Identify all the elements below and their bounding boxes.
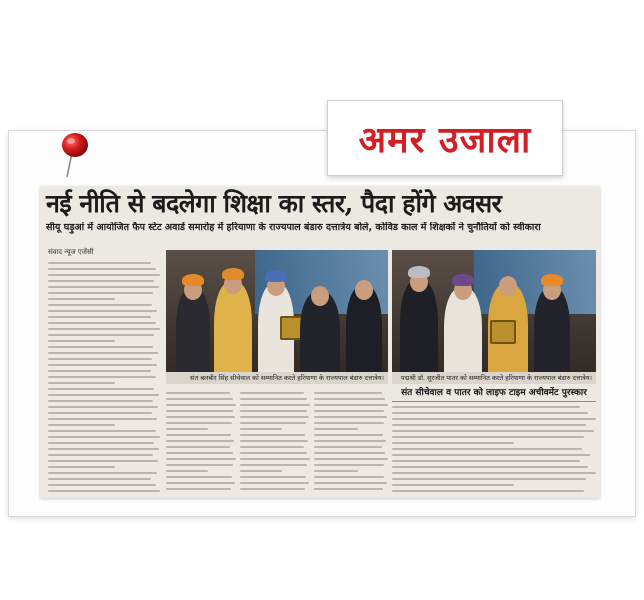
text-line: [166, 398, 233, 400]
text-line: [48, 460, 158, 462]
text-line: [166, 440, 234, 442]
text-line: [48, 478, 151, 480]
text-line: [240, 392, 304, 394]
text-line: [392, 490, 584, 492]
text-line: [166, 470, 208, 472]
photo-1-caption: संत बलबीर सिंह सीचेवाल को सम्मानित करते हरियाणा के राज्यपाल बंडारु दत्तात्रेय।: [166, 372, 388, 384]
text-line: [392, 418, 596, 420]
text-line: [48, 322, 156, 324]
text-line: [392, 454, 590, 456]
text-line: [314, 392, 382, 394]
text-line: [240, 422, 306, 424]
text-line: [48, 406, 158, 408]
text-line: [48, 292, 153, 294]
newspaper-masthead: [327, 100, 563, 176]
text-line: [166, 410, 233, 412]
text-line: [392, 424, 586, 426]
text-line: [166, 428, 208, 430]
text-line: [166, 446, 230, 448]
article-headline: नई नीति से बदलेगा शिक्षा का स्तर, पैदा होंगे अवसर: [46, 189, 502, 218]
text-line: [48, 418, 157, 420]
article-text-column: [392, 406, 596, 494]
text-line: [240, 398, 307, 400]
text-line: [166, 488, 231, 490]
text-line: [48, 388, 154, 390]
text-line: [314, 482, 387, 484]
text-line: [392, 460, 580, 462]
text-line: [48, 370, 151, 372]
text-line: [240, 416, 309, 418]
text-line: [392, 478, 586, 480]
section-heading: संत सीचेवाल व पातर को लाइफ टाइम अचीवमेंट पुरस्कार: [392, 387, 596, 402]
text-line: [48, 268, 156, 270]
text-line: [48, 394, 159, 396]
text-line: [48, 448, 159, 450]
award-photo-2: [392, 250, 596, 384]
text-line: [48, 466, 115, 468]
text-line: [48, 328, 160, 330]
text-line: [166, 458, 236, 460]
text-line: [48, 454, 153, 456]
text-line: [314, 434, 383, 436]
text-line: [392, 472, 596, 474]
text-line: [166, 404, 236, 406]
article-text-column: [166, 392, 236, 494]
article-text-column: [314, 392, 388, 494]
article-subheadline: सीयू घड़ुआं में आयोजित फैप स्टेट अवार्ड समारोह में हरियाणा के राज्यपाल बंडारु दत्तात्रेय बोले, कोविड काल में शिक्षकों ने चुनौतियों को स्वीकारा: [46, 222, 541, 233]
text-line: [314, 464, 384, 466]
text-line: [314, 476, 384, 478]
text-line: [392, 466, 588, 468]
text-line: [48, 334, 154, 336]
text-line: [240, 410, 307, 412]
text-line: [392, 436, 584, 438]
article-byline: संवाद न्यूज एजेंसी: [48, 248, 94, 256]
text-line: [48, 274, 160, 276]
text-line: [48, 310, 157, 312]
text-line: [48, 262, 151, 264]
push-pin-icon: [58, 131, 92, 181]
text-line: [240, 452, 307, 454]
text-line: [240, 440, 308, 442]
text-line: [314, 422, 384, 424]
text-line: [48, 346, 153, 348]
text-line: [240, 488, 305, 490]
text-line: [392, 430, 594, 432]
text-line: [48, 490, 160, 492]
photo-2-caption: पद्मश्री डॉ. सुरजीत पातर को सम्मानित करते हरियाणा के राज्यपाल बंडारु दत्तात्रेय।: [392, 372, 596, 384]
masthead-logo-text: अमर उजाला: [358, 118, 532, 161]
text-line: [240, 428, 282, 430]
text-line: [240, 404, 310, 406]
text-line: [314, 446, 382, 448]
text-line: [314, 398, 385, 400]
text-line: [240, 482, 309, 484]
text-line: [240, 470, 282, 472]
text-line: [392, 406, 580, 408]
text-line: [314, 440, 386, 442]
text-line: [392, 442, 514, 444]
newspaper-clipping: [40, 186, 600, 498]
text-line: [48, 304, 152, 306]
text-line: [240, 446, 304, 448]
text-line: [314, 458, 388, 460]
text-line: [48, 364, 157, 366]
text-line: [166, 392, 230, 394]
text-line: [166, 452, 233, 454]
text-line: [48, 430, 156, 432]
text-line: [166, 416, 235, 418]
text-line: [48, 472, 157, 474]
text-line: [314, 410, 384, 412]
text-line: [166, 422, 232, 424]
text-line: [48, 424, 115, 426]
text-line: [240, 476, 306, 478]
text-line: [392, 412, 588, 414]
text-line: [48, 316, 151, 318]
text-line: [314, 470, 358, 472]
text-line: [48, 286, 159, 288]
text-line: [48, 280, 154, 282]
text-line: [314, 488, 383, 490]
text-line: [392, 448, 582, 450]
text-line: [48, 298, 115, 300]
text-line: [48, 352, 158, 354]
text-line: [48, 442, 154, 444]
text-line: [240, 434, 305, 436]
text-line: [240, 458, 310, 460]
text-line: [48, 376, 156, 378]
text-line: [48, 400, 153, 402]
text-line: [166, 464, 233, 466]
text-line: [314, 452, 385, 454]
text-line: [314, 428, 358, 430]
text-line: [240, 464, 307, 466]
text-line: [166, 482, 235, 484]
article-text-column: [48, 262, 160, 494]
text-line: [48, 412, 152, 414]
text-line: [314, 416, 387, 418]
text-line: [48, 358, 152, 360]
award-photo-1: [166, 250, 388, 384]
text-line: [48, 484, 156, 486]
text-line: [48, 340, 115, 342]
text-line: [166, 476, 232, 478]
text-line: [48, 436, 160, 438]
text-line: [166, 434, 231, 436]
article-text-column: [240, 392, 310, 494]
text-line: [314, 404, 388, 406]
text-line: [48, 382, 115, 384]
text-line: [392, 484, 514, 486]
